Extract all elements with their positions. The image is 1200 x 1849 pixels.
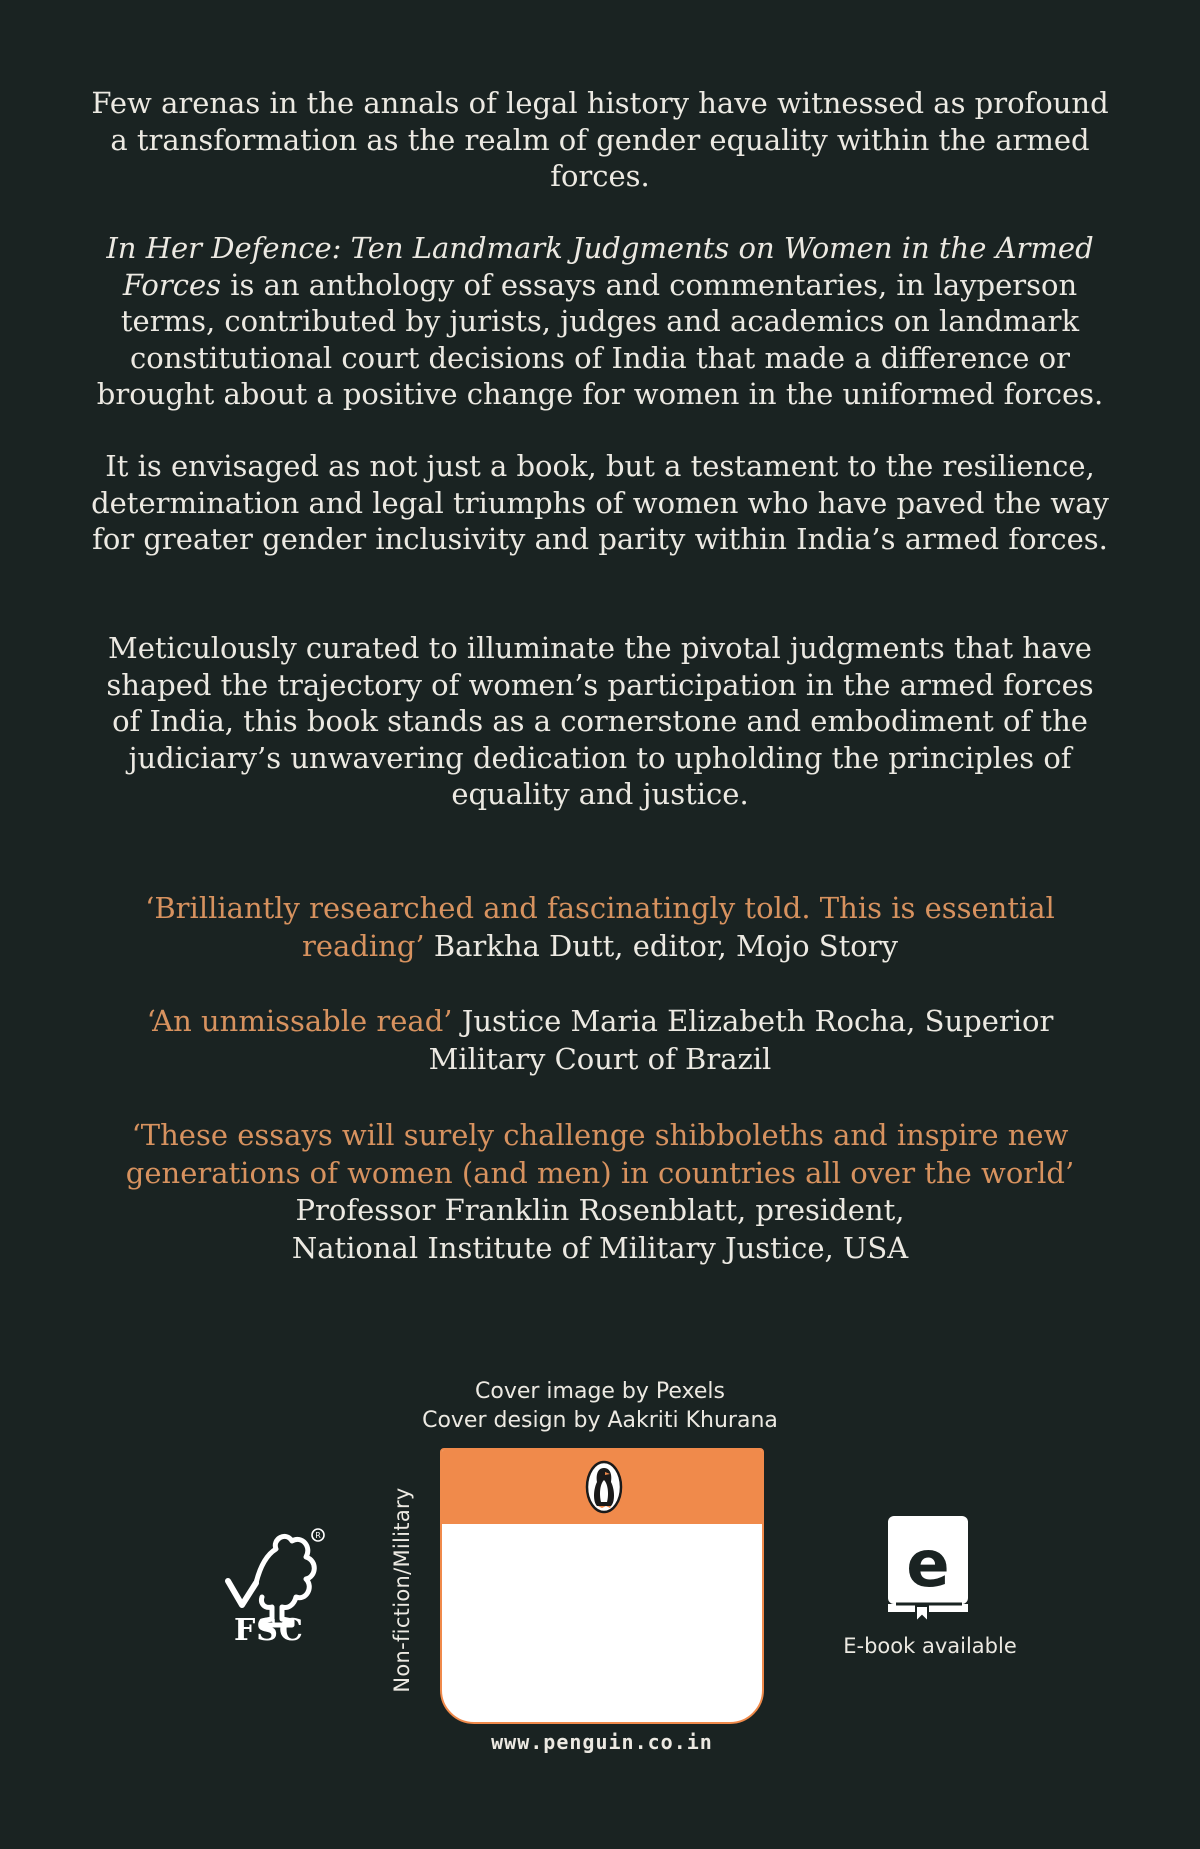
ebook-label: E-book available bbox=[843, 1634, 1017, 1658]
quote-attribution-line-1: Professor Franklin Rosenblatt, president, bbox=[295, 1193, 905, 1227]
quote-attribution: Justice Maria Elizabeth Rocha, Superior Military Court of Brazil bbox=[428, 1004, 1054, 1076]
barcode-area bbox=[440, 1448, 764, 1724]
blurb-paragraph-1 bbox=[90, 85, 1110, 195]
blurb-text: Few arenas in the annals of legal history have witnessed as profound a transformation as the realm of gender equality within the armed forces. bbox=[91, 86, 1109, 193]
penguin-logo-icon bbox=[585, 1460, 623, 1514]
blurb-text: It is envisaged as not just a book, but a testament to the resilience, determination and legal triumphs of women who have paved the way for greater gender inclusivity and parity within India’s armed forces. bbox=[91, 449, 1109, 556]
blurb-paragraph-4 bbox=[90, 630, 1110, 813]
category-label: Non-fiction/Military bbox=[390, 1487, 414, 1693]
svg-text:e: e bbox=[906, 1528, 950, 1602]
blurb-paragraph-3 bbox=[90, 448, 1110, 558]
review-quote-2 bbox=[120, 1003, 1080, 1078]
cover-design-credit: Cover design by Aakriti Khurana bbox=[422, 1408, 778, 1433]
ebook-e-icon bbox=[886, 1514, 970, 1624]
quote-text: ‘Brilliantly researched and fascinatingly told. This is essential reading’ bbox=[145, 891, 1055, 963]
publisher-band bbox=[442, 1450, 762, 1524]
review-quote-1 bbox=[120, 890, 1080, 965]
cover-image-credit: Cover image by Pexels bbox=[475, 1379, 725, 1404]
blurb-paragraph-2 bbox=[90, 230, 1110, 413]
blurb-text: is an anthology of essays and commentaries, in layperson terms, contributed by jurists, judges and academics on landmark constitutional court decisions of India that made a difference or brought about a positive change for women in the uniformed forces. bbox=[96, 267, 1104, 411]
blurb-text: Meticulously curated to illuminate the pivotal judgments that have shaped the trajectory of women’s participation in the armed forces of India, this book stands as a cornerstone and embodiment of the judiciary’s unwavering dedication to upholding the principles of equality and justice. bbox=[106, 631, 1094, 811]
review-quote-3 bbox=[120, 1117, 1080, 1267]
quote-attribution: Barkha Dutt, editor, Mojo Story bbox=[433, 928, 898, 963]
fsc-label: FSC bbox=[234, 1613, 304, 1648]
cover-credits bbox=[300, 1377, 900, 1435]
quote-text: ‘These essays will surely challenge shibboleths and inspire new generations of women (and men) in countries all over the world’ bbox=[125, 1118, 1075, 1190]
publisher-website: www.penguin.co.in bbox=[491, 1730, 713, 1754]
quote-text: ‘An unmissable read’ bbox=[146, 1004, 453, 1038]
book-title: In Her Defence: Ten Landmark Judgments on Women in the Armed Forces bbox=[106, 231, 1094, 302]
quote-attribution-line-2: National Institute of Military Justice, USA bbox=[291, 1230, 909, 1265]
svg-text:R: R bbox=[315, 1531, 321, 1540]
